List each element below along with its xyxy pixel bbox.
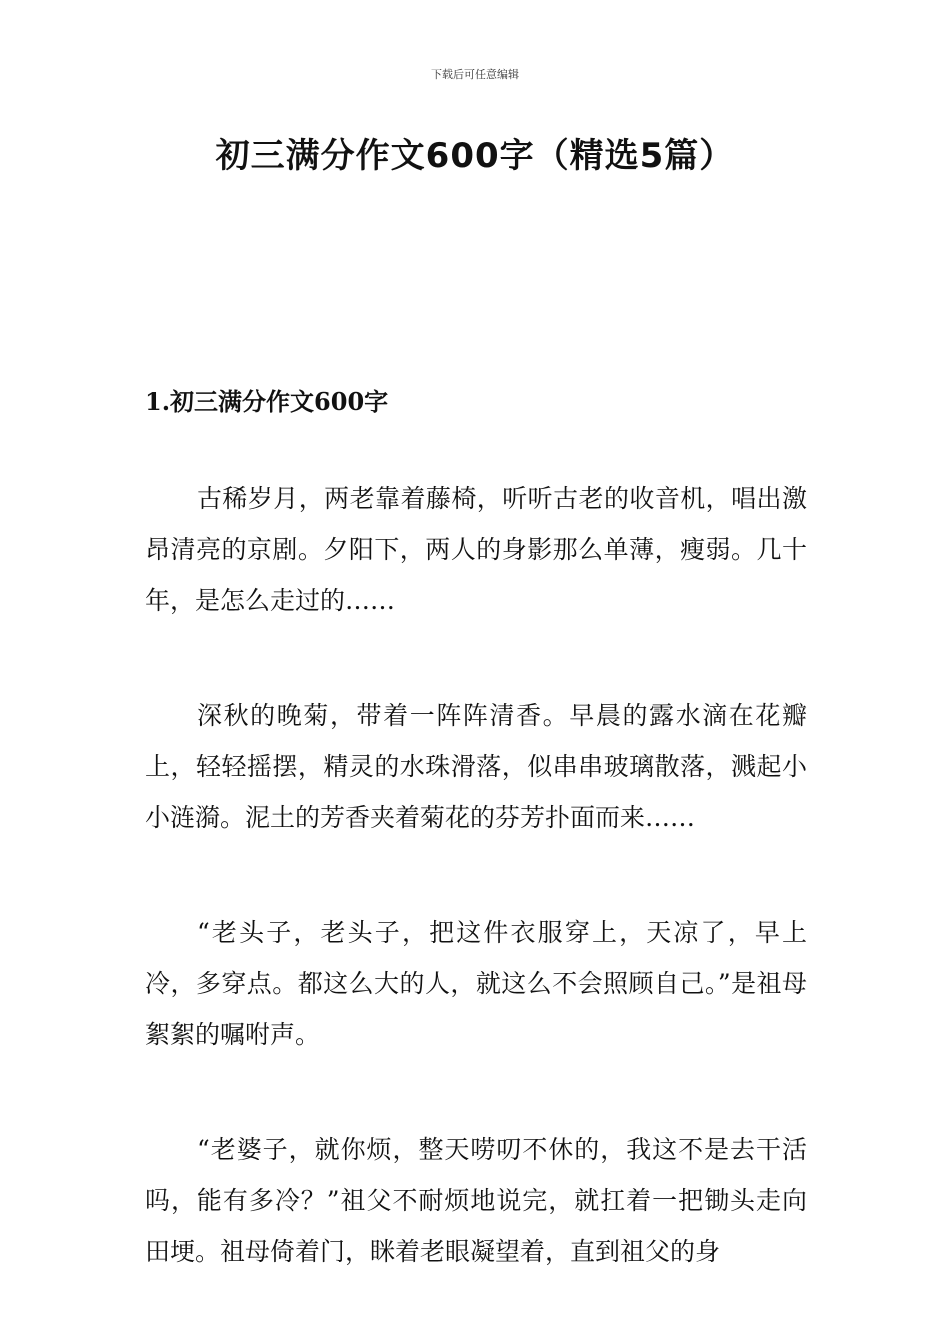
header-note: 下载后可任意编辑 xyxy=(431,68,519,81)
paragraph: 古稀岁月，两老靠着藤椅，听听古老的收音机，唱出激昂清亮的京剧。夕阳下，两人的身影那么单薄，瘦弱。几十年，是怎么走过的…… xyxy=(145,484,807,615)
paragraph: “老婆子，就你烦，整天唠叨不休的，我这不是去干活吗，能有多冷？”祖父不耐烦地说完，就扛着一把锄头走向田埂。祖母倚着门，眯着老眼凝望着，直到祖父的身 xyxy=(145,1135,807,1266)
document-title: 初三满分作文600字（精选5篇） xyxy=(215,136,735,176)
paragraph: “老头子，老头子，把这件衣服穿上，天凉了，早上冷，多穿点。都这么大的人，就这么不会照顾自己。”是祖母絮絮的嘱咐声。 xyxy=(145,918,807,1049)
essay-body xyxy=(145,473,807,1341)
section-heading: 1.初三满分作文600字 xyxy=(145,387,389,416)
paragraph: 深秋的晚菊，带着一阵阵清香。早晨的露水滴在花瓣上，轻轻摇摆，精灵的水珠滑落，似串串玻璃散落，溅起小小涟漪。泥土的芳香夹着菊花的芬芳扑面而来…… xyxy=(145,701,807,832)
